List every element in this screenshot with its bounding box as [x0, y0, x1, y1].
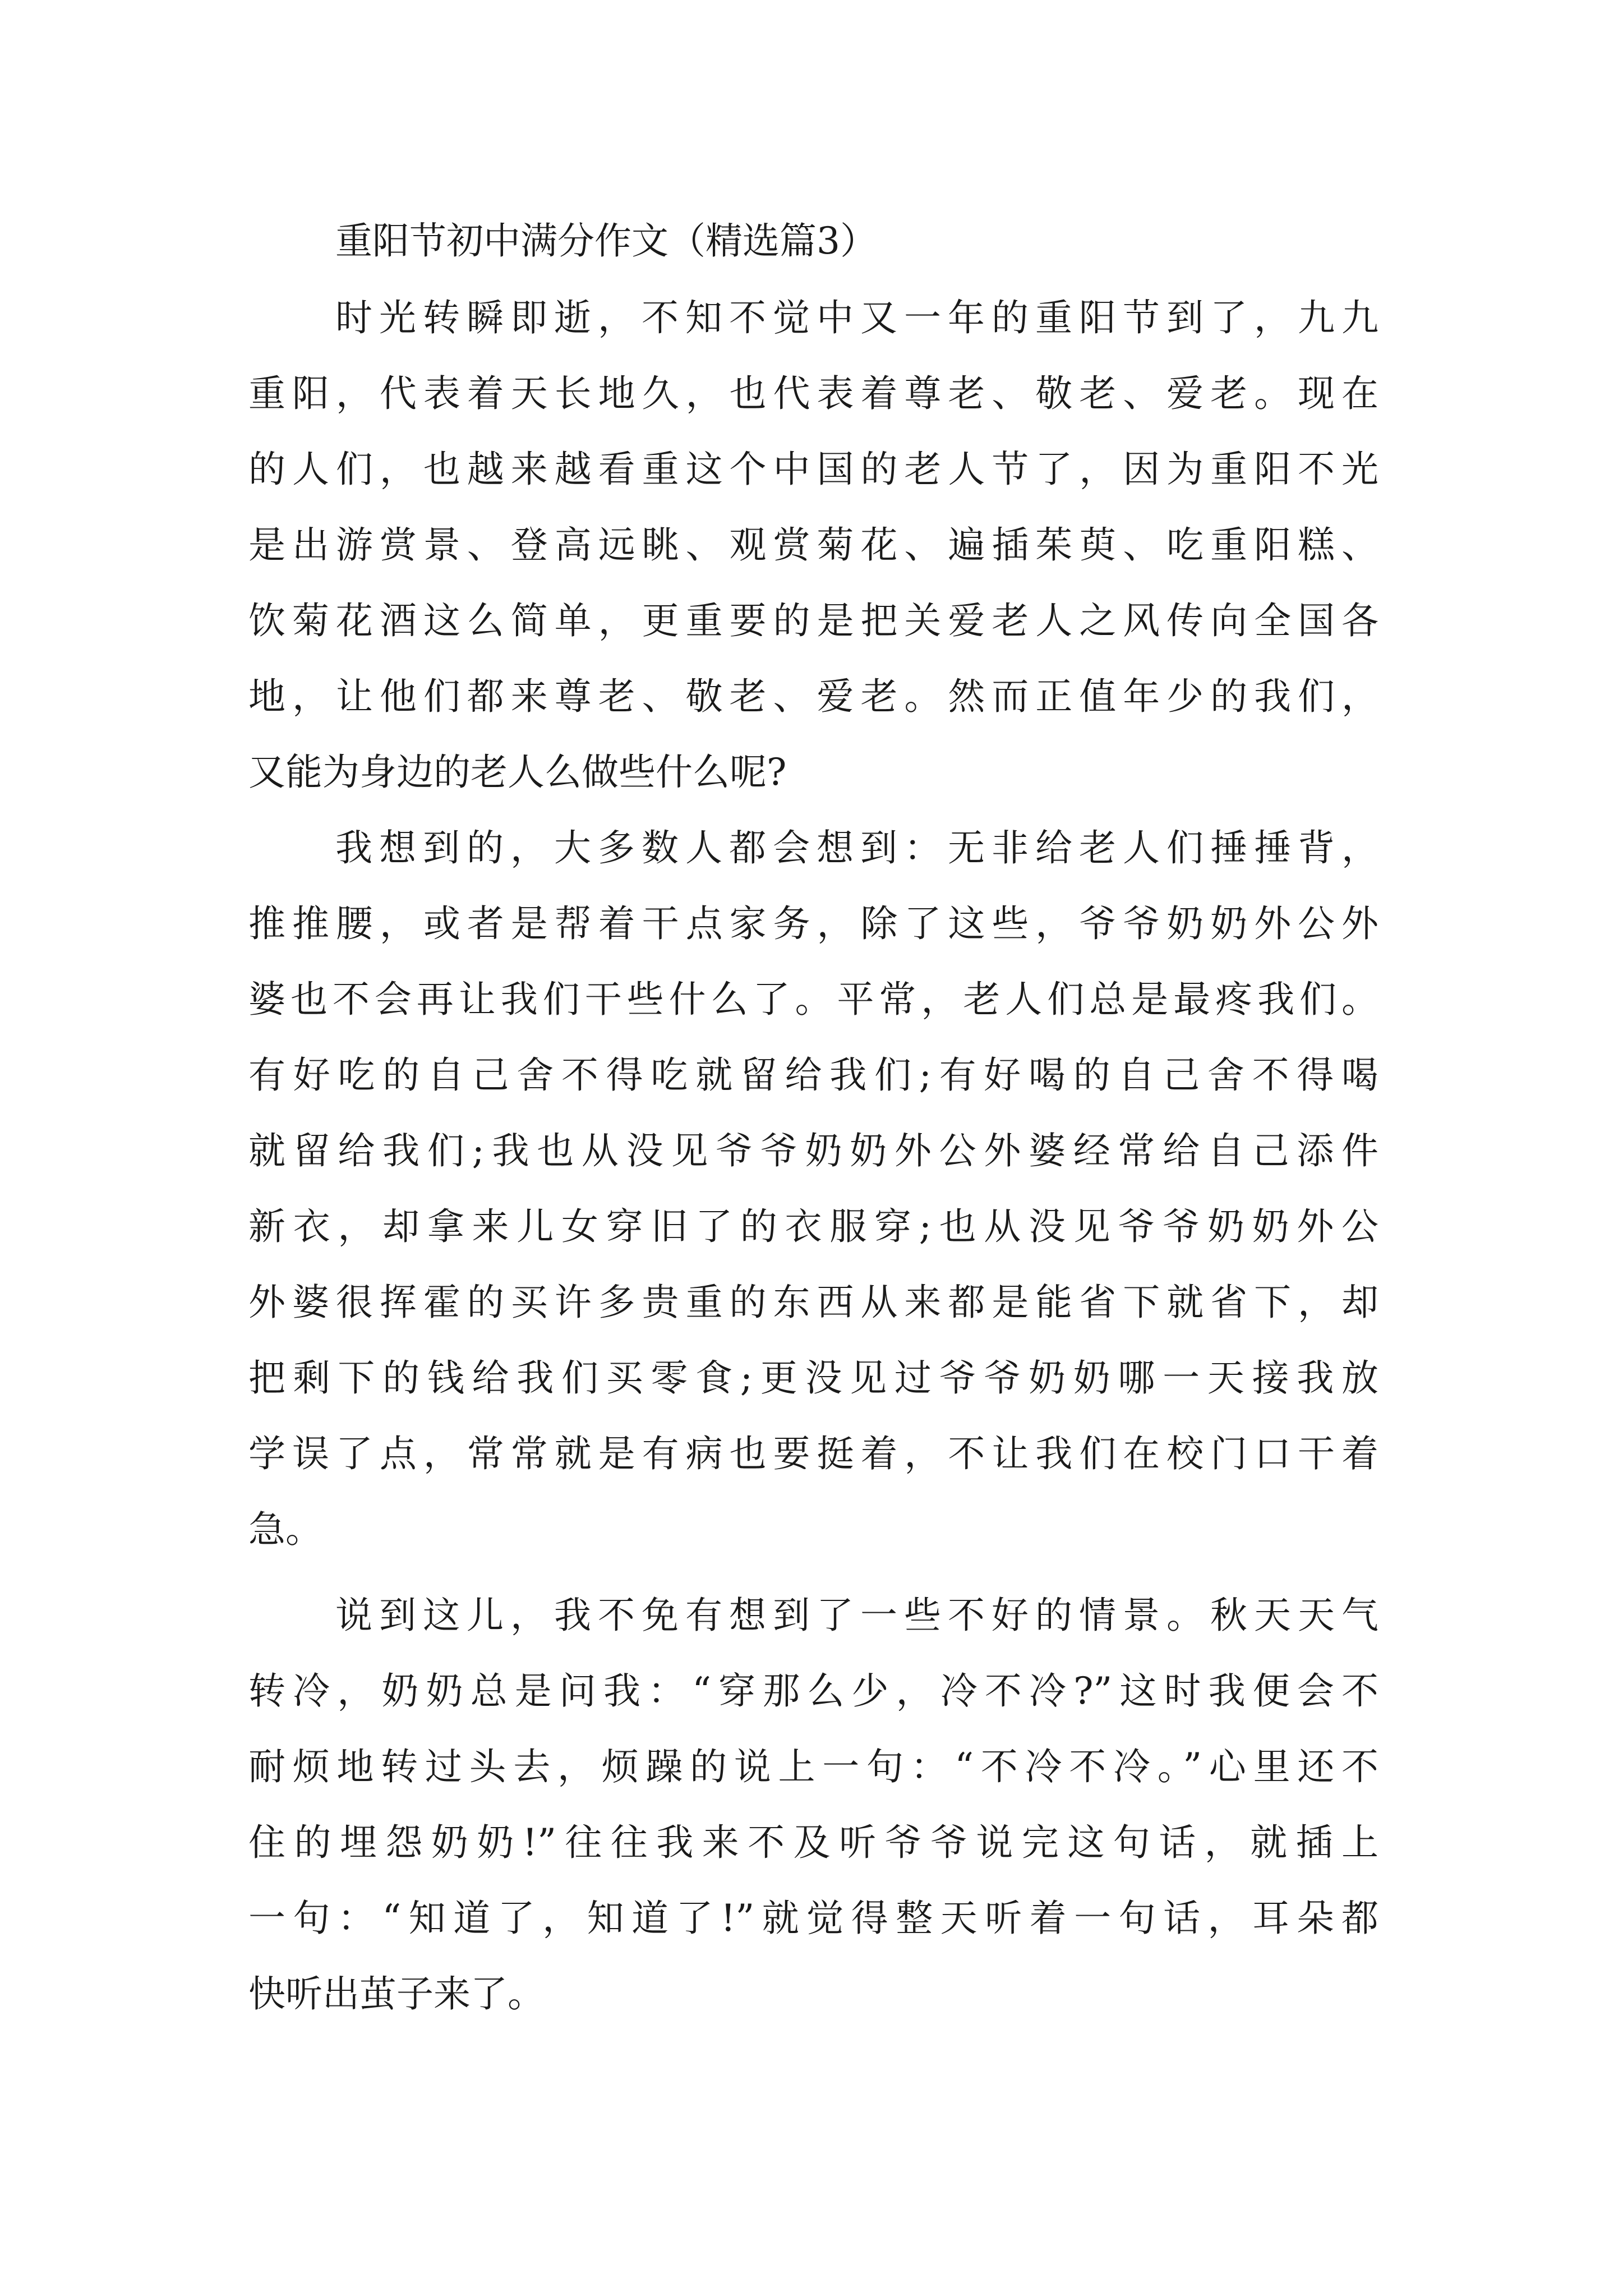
text-line: 重阳，代表着天长地久，也代表着尊老、敬老、爱老。现在 — [248, 372, 1378, 415]
text-line: 说到这儿，我不免有想到了一些不好的情景。秋天天气 — [335, 1594, 1378, 1637]
text-line: 饮菊花酒这么简单，更重要的是把关爱老人之风传向全国各 — [248, 599, 1378, 642]
text-line: 地，让他们都来尊老、敬老、爱老。然而正值年少的我们， — [248, 675, 1378, 718]
text-line: 新衣，却拿来儿女穿旧了的衣服穿;也从没见爷爷奶奶外公 — [248, 1205, 1378, 1248]
text-line: 耐烦地转过头去，烦躁的说上一句：“不冷不冷。”心里还不 — [248, 1745, 1378, 1788]
text-line: 又能为身边的老人么做些什么呢? — [248, 751, 787, 794]
text-line: 就留给我们;我也从没见爷爷奶奶外公外婆经常给自己添件 — [248, 1129, 1378, 1172]
text-line: 转冷，奶奶总是问我：“穿那么少，冷不冷?”这时我便会不 — [248, 1669, 1378, 1713]
text-line: 外婆很挥霍的买许多贵重的东西从来都是能省下就省下，却 — [248, 1281, 1378, 1324]
text-line: 我想到的，大多数人都会想到：无非给老人们捶捶背， — [335, 826, 1378, 869]
text-line: 时光转瞬即逝，不知不觉中又一年的重阳节到了，九九 — [335, 296, 1378, 339]
text-line: 婆也不会再让我们干些什么了。平常，老人们总是最疼我们。 — [248, 978, 1378, 1021]
text-line: 急。 — [248, 1508, 322, 1551]
text-line: 是出游赏景、登高远眺、观赏菊花、遍插茱萸、吃重阳糕、 — [248, 523, 1378, 567]
text-line: 把剩下的钱给我们买零食;更没见过爷爷奶奶哪一天接我放 — [248, 1356, 1378, 1400]
text-line: 的人们，也越来越看重这个中国的老人节了，因为重阳不光 — [248, 448, 1378, 491]
text-line: 有好吃的自己舍不得吃就留给我们;有好喝的自己舍不得喝 — [248, 1053, 1378, 1097]
text-line: 快听出茧子来了。 — [248, 1972, 545, 2016]
text-line: 一句：“知道了，知道了!”就觉得整天听着一句话，耳朵都 — [248, 1897, 1378, 1940]
text-line: 推推腰，或者是帮着干点家务，除了这些，爷爷奶奶外公外 — [248, 902, 1378, 945]
text-line: 住的埋怨奶奶!”往往我来不及听爷爷说完这句话，就插上 — [248, 1821, 1378, 1864]
essay-title: 重阳节初中满分作文（精选篇3） — [335, 219, 877, 263]
text-line: 学误了点，常常就是有病也要挺着，不让我们在校门口干着 — [248, 1432, 1378, 1475]
